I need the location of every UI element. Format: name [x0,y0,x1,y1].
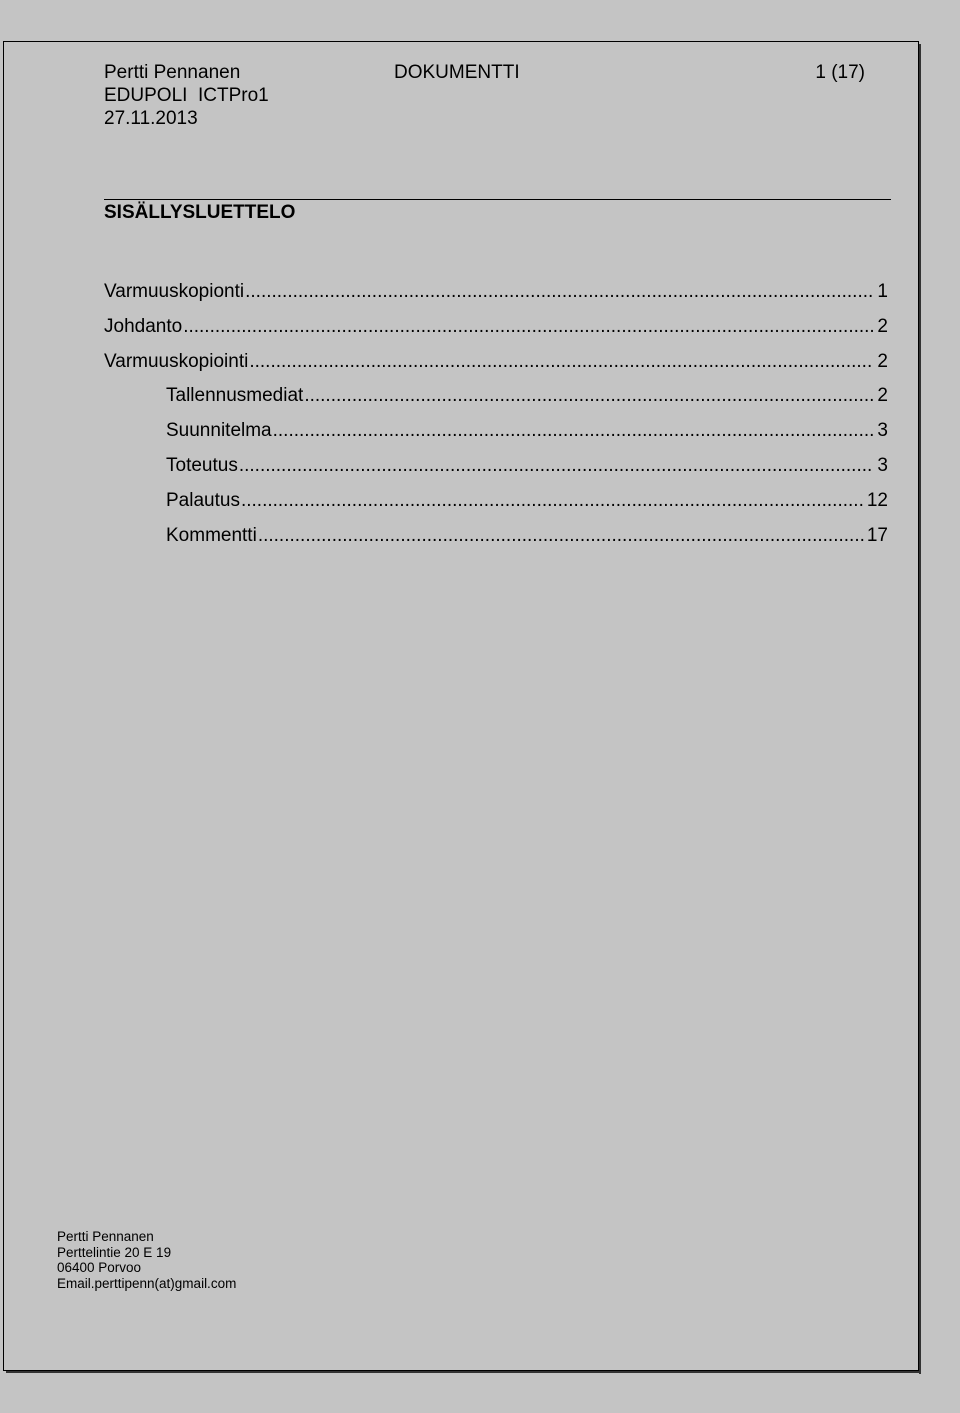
header-author: Pertti Pennanen [104,62,241,83]
header-page-number: 1 (17) [815,62,865,83]
toc-leader-dots [245,281,874,303]
footer-postal: 06400 Porvoo [57,1260,142,1275]
toc-entry[interactable] [104,455,888,490]
footer-email: Email.perttipenn(at)gmail.com [57,1275,237,1291]
toc-entry-label: Varmuuskopiointi [104,350,249,372]
footer-contact-block [57,1229,236,1291]
toc-entry-page: 2 [877,385,888,407]
toc-leader-dots [241,490,864,512]
toc-leader-dots [304,385,874,407]
header-author-block [104,61,269,130]
toc-entry-page: 12 [866,489,888,511]
toc-entry-label: Johdanto [104,315,183,337]
toc-entry[interactable] [104,351,888,386]
toc-entry-label: Tallennusmediat [166,385,304,407]
toc-entry-page: 17 [866,524,888,546]
toc-entry[interactable] [104,316,888,351]
toc-entry[interactable] [104,525,888,560]
toc-entry-label: Palautus [166,489,240,511]
toc-entry-label: Suunnitelma [166,420,272,442]
toc-entry-page: 3 [877,454,888,476]
toc-entry-label: Varmuuskopionti [104,281,245,302]
toc-title: SISÄLLYSLUETTELO [104,202,296,223]
footer-address: Perttelintie 20 E 19 [57,1244,172,1260]
toc-title-rule [104,199,891,200]
toc-leader-dots [183,316,874,338]
toc-entry[interactable] [104,385,888,420]
toc-entry[interactable] [104,281,888,316]
toc-leader-dots [239,455,875,477]
table-of-contents [104,281,888,559]
toc-entry[interactable] [104,420,888,455]
toc-entry[interactable] [104,490,888,525]
toc-entry-label: Kommentti [166,524,257,546]
toc-entry-page: 1 [877,281,888,302]
header-doc-type: DOKUMENTTI [394,62,520,83]
toc-entry-page: 2 [877,350,888,372]
page-shadow-bottom [6,1371,921,1373]
header-date: 27.11.2013 [104,108,198,129]
document-page [3,41,919,1371]
toc-leader-dots [249,351,874,373]
footer-name: Pertti Pennanen [57,1229,154,1244]
toc-entry-page: 3 [877,420,888,442]
header-course: EDUPOLI ICTPro1 [104,85,269,106]
toc-leader-dots [258,525,864,547]
toc-entry-label: Toteutus [166,454,238,476]
toc-entry-page: 2 [877,315,888,337]
page-shadow-right [919,44,921,1374]
toc-leader-dots [273,420,875,442]
